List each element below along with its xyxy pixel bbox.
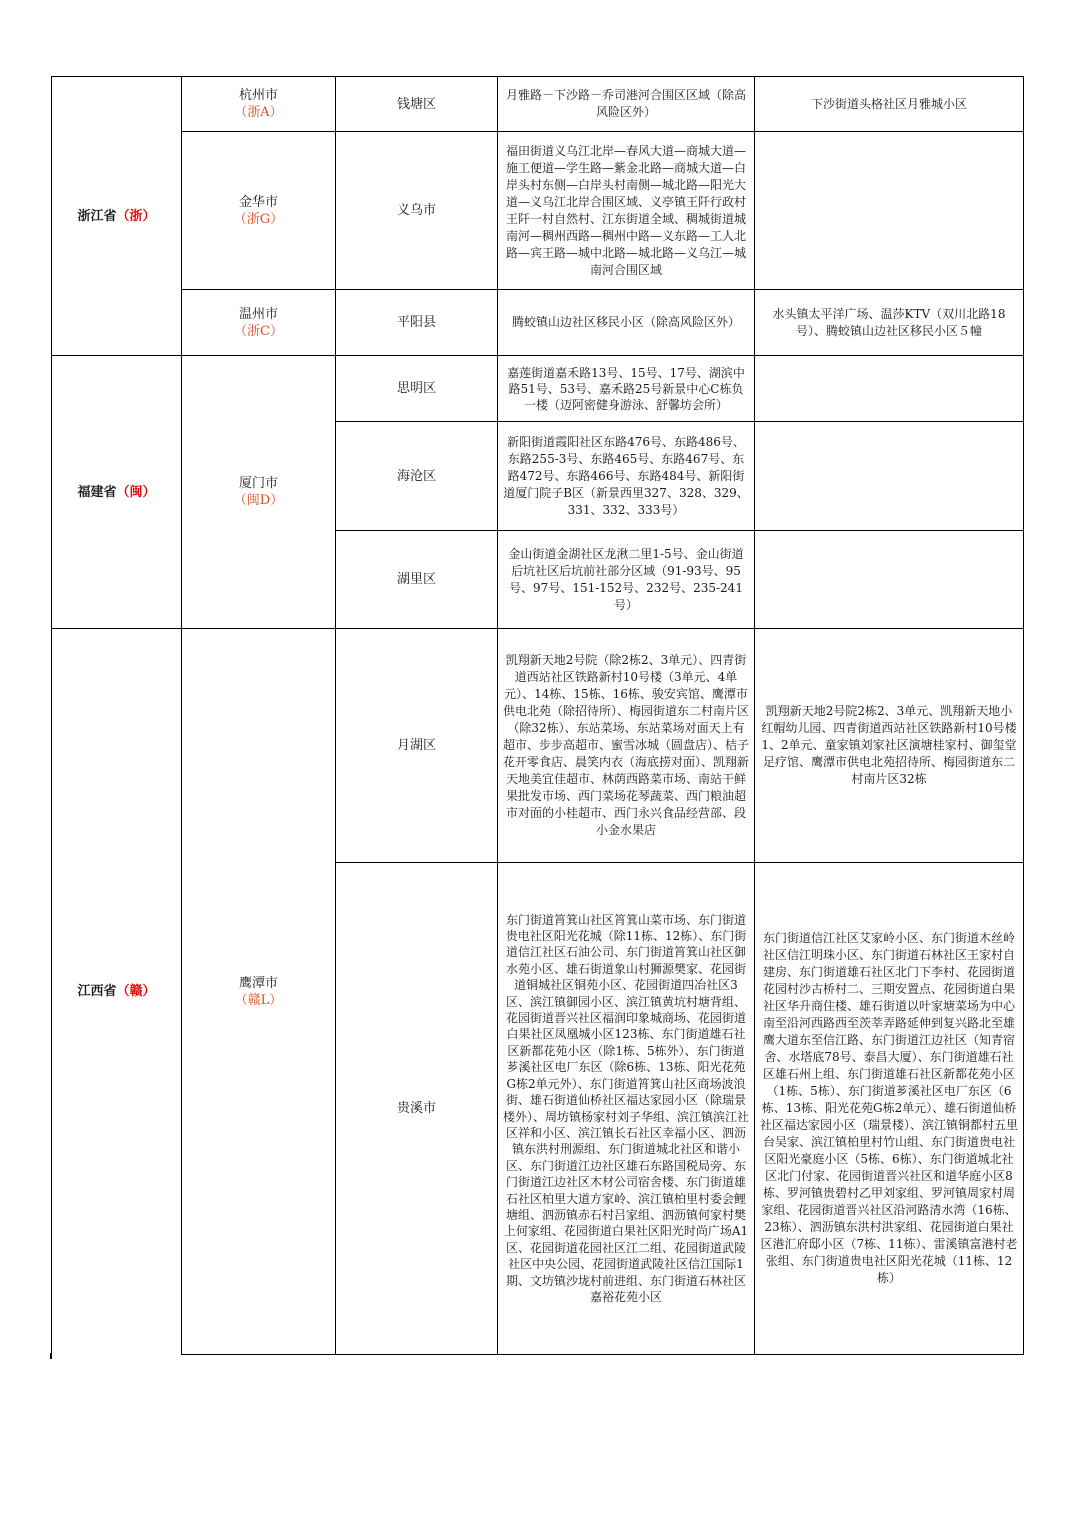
city-cell bbox=[182, 77, 336, 132]
high-risk-cell: 水头镇太平洋广场、温莎KTV（双川北路18号）、腾蛟镇山边社区移民小区５幢 bbox=[755, 290, 1024, 356]
province-abbr: （赣） bbox=[116, 984, 156, 1000]
city-name: 鹰潭市 bbox=[238, 975, 278, 991]
city-plate: （闽D） bbox=[233, 493, 284, 508]
mid-risk-cell: 新阳街道霞阳社区东路476号、东路486号、东路255-3号、东路465号、东路467号、东路472号、东路466号、东路484号、新阳街道厦门院子B区（新景西里327、328、329、331、332、333号） bbox=[498, 422, 755, 531]
table-row bbox=[52, 132, 1024, 290]
mid-risk-cell: 凯翔新天地2号院（除2栋2、3单元）、四青街道西站社区铁路新村10号楼（3单元、4单元）、14栋、15栋、16栋、骏安宾馆、鹰潭市供电北苑（除招待所）、梅园街道东二村南片区（除32栋）、东站菜场、东站菜场对面天上有超市、步步高超市、蜜雪冰城（圆盘店）、桔子花开零食店、晨笑内衣（海底捞对面）、凯翔新天地美宜佳超市、林荫西路菜市场、南站干鲜果批发市场、西门菜场花琴蔬菜、西门粮油超市对面的小桂超市、西门永兴食品经营部、段小金水果店 bbox=[498, 629, 755, 863]
city-cell bbox=[182, 629, 336, 1355]
province-name: 浙江省 bbox=[77, 208, 117, 224]
city-cell bbox=[182, 290, 336, 356]
mid-risk-cell: 腾蛟镇山边社区移民小区（除高风险区外） bbox=[498, 290, 755, 356]
high-risk-cell bbox=[755, 531, 1024, 629]
table-row bbox=[52, 356, 1024, 422]
mid-risk-cell: 福田街道义乌江北岸—春风大道—商城大道—施工便道—学生路—紫金北路—商城大道—白岸头村东侧—白岸头村南侧—城北路—阳光大道—义乌江北岸合围区域、义亭镇王阡行政村王阡一村自然村、江东街道全域、稠城街道城南河—稠州西路—稠州中路—义东路—工人北路—宾王路—城中北路—城北路—义乌江—城南河合围区域 bbox=[498, 132, 755, 290]
district-cell: 贵溪市 bbox=[336, 863, 498, 1355]
city-plate: （浙G） bbox=[233, 211, 284, 227]
table-row bbox=[52, 290, 1024, 356]
high-risk-cell bbox=[755, 422, 1024, 531]
province-abbr: （闽） bbox=[116, 484, 156, 500]
mid-risk-cell: 嘉莲街道嘉禾路13号、15号、17号、湖滨中路51号、53号、嘉禾路25号新景中心C栋负一楼（迈阿密健身游泳、舒馨坊会所） bbox=[498, 356, 755, 422]
table-row bbox=[52, 77, 1024, 132]
district-cell: 思明区 bbox=[336, 356, 498, 422]
city-cell bbox=[182, 356, 336, 629]
city-plate: （浙A） bbox=[234, 105, 283, 120]
mid-risk-cell: 月雅路－下沙路－乔司港河合围区区域（除高风险区外） bbox=[498, 77, 755, 132]
high-risk-cell: 凯翔新天地2号院2栋2、3单元、凯翔新天地小红帽幼儿园、四青街道西站社区铁路新村10号楼1、2单元、童家镇刘家社区演塘桂家村、御玺堂足疗馆、鹰潭市供电北苑招待所、梅园街道东二村南片区32栋 bbox=[755, 629, 1024, 863]
mid-risk-cell: 金山街道金湖社区龙湫二里1-5号、金山街道后坑社区后坑前社部分区域（91-93号、95号、97号、151-152号、232号、235-241号） bbox=[498, 531, 755, 629]
province-name: 福建省 bbox=[77, 484, 117, 500]
city-name: 厦门市 bbox=[238, 476, 278, 491]
table-row bbox=[52, 629, 1024, 863]
province-cell bbox=[52, 356, 182, 629]
province-cell bbox=[52, 77, 182, 356]
risk-area-table bbox=[51, 76, 1024, 1355]
province-name: 江西省 bbox=[77, 984, 117, 1000]
province-cell bbox=[52, 629, 182, 1355]
city-plate: （赣L） bbox=[234, 992, 283, 1008]
high-risk-cell bbox=[755, 356, 1024, 422]
city-name: 杭州市 bbox=[238, 88, 278, 103]
district-cell: 月湖区 bbox=[336, 629, 498, 863]
high-risk-cell bbox=[755, 132, 1024, 290]
district-cell: 义乌市 bbox=[336, 132, 498, 290]
district-cell: 湖里区 bbox=[336, 531, 498, 629]
province-abbr: （浙） bbox=[116, 208, 156, 224]
mid-risk-cell: 东门街道筲箕山社区筲箕山菜市场、东门街道贵电社区阳光花城（除11栋、12栋）、东门街道信江社区石油公司、东门街道筲箕山社区御水苑小区、雄石街道象山村狮源樊家、花园街道铜城社区铜苑小区、花园街道四冶社区3区、滨江镇御园小区、滨江镇黄坑村塘背组、花园街道晋兴社区福润印象城商场、花园街道白果社区凤凰城小区123栋、东门街道雄石社区新都花苑小区（除1栋、5栋外）、东门街道芗溪社区电厂东区（除6栋、13栋、阳光花苑G栋2单元外）、东门街道筲箕山社区商场波浪街、雄石街道仙桥社区福达家园小区（除瑞景楼外）、周坊镇杨家村刘子华组、滨江镇滨江社区祥和小区、滨江镇长石社区幸福小区、泗沥镇东洪村刑源组、东门街道城北社区和谐小区、东门街道江边社区雄石东路国税局旁、东门街道江边社区木材公司宿舍楼、东门街道雄石社区柏里大道方家岭、滨江镇柏里村委会鲤塘组、泗沥镇赤石村吕家组、泗沥镇何家村樊上何家组、花园街道白果社区阳光时尚广场A1区、花园街道花园社区江二组、花园街道武陵社区中央公园、花园街道武陵社区信江国际1期、文坊镇沙垅村前进组、东门街道石林社区嘉裕花苑小区 bbox=[498, 863, 755, 1355]
high-risk-cell: 东门街道信江社区艾家岭小区、东门街道木丝岭社区信江明珠小区、东门街道石林社区王家村自建房、东门街道雄石社区北门下李村、花园街道花园村沙古桥村二、三期安置点、花园街道白果社区华升商住楼、雄石街道以叶家塘菜场为中心南至沿河西路西至茨莘弄路延伸到复兴路北至雄鹰大道东至信江路、东门街道江边社区（知青宿舍、水塔底78号、泰昌大厦）、东门街道雄石社区雄石州上组、东门街道雄石社区新都花苑小区（1栋、5栋）、东门街道芗溪社区电厂东区（6栋、13栋、阳光花苑G栋2单元）、雄石街道仙桥社区福达家园小区（瑞景楼）、滨江镇铜都村五里台吴家、滨江镇柏里村竹山组、东门街道贵电社区阳光豪庭小区（5栋、6栋）、东门街道城北社区北门付家、花园街道晋兴社区和道华庭小区8栋、罗河镇贵碧村乙甲刘家组、罗河镇周家村周家组、花园街道晋兴社区沿河路清水湾（16栋、23栋）、泗沥镇东洪村洪家组、花园街道白果社区港汇府邸小区（7栋、11栋）、雷溪镇富港村老张组、东门街道贵电社区阳光花城（11栋、12栋） bbox=[755, 863, 1024, 1355]
table-border-tail bbox=[50, 1353, 52, 1359]
city-cell bbox=[182, 132, 336, 290]
district-cell: 平阳县 bbox=[336, 290, 498, 356]
city-name: 温州市 bbox=[238, 306, 278, 322]
city-name: 金华市 bbox=[238, 194, 278, 210]
district-cell: 钱塘区 bbox=[336, 77, 498, 132]
city-plate: （浙C） bbox=[234, 323, 283, 339]
high-risk-cell: 下沙街道头格社区月雅城小区 bbox=[755, 77, 1024, 132]
district-cell: 海沧区 bbox=[336, 422, 498, 531]
